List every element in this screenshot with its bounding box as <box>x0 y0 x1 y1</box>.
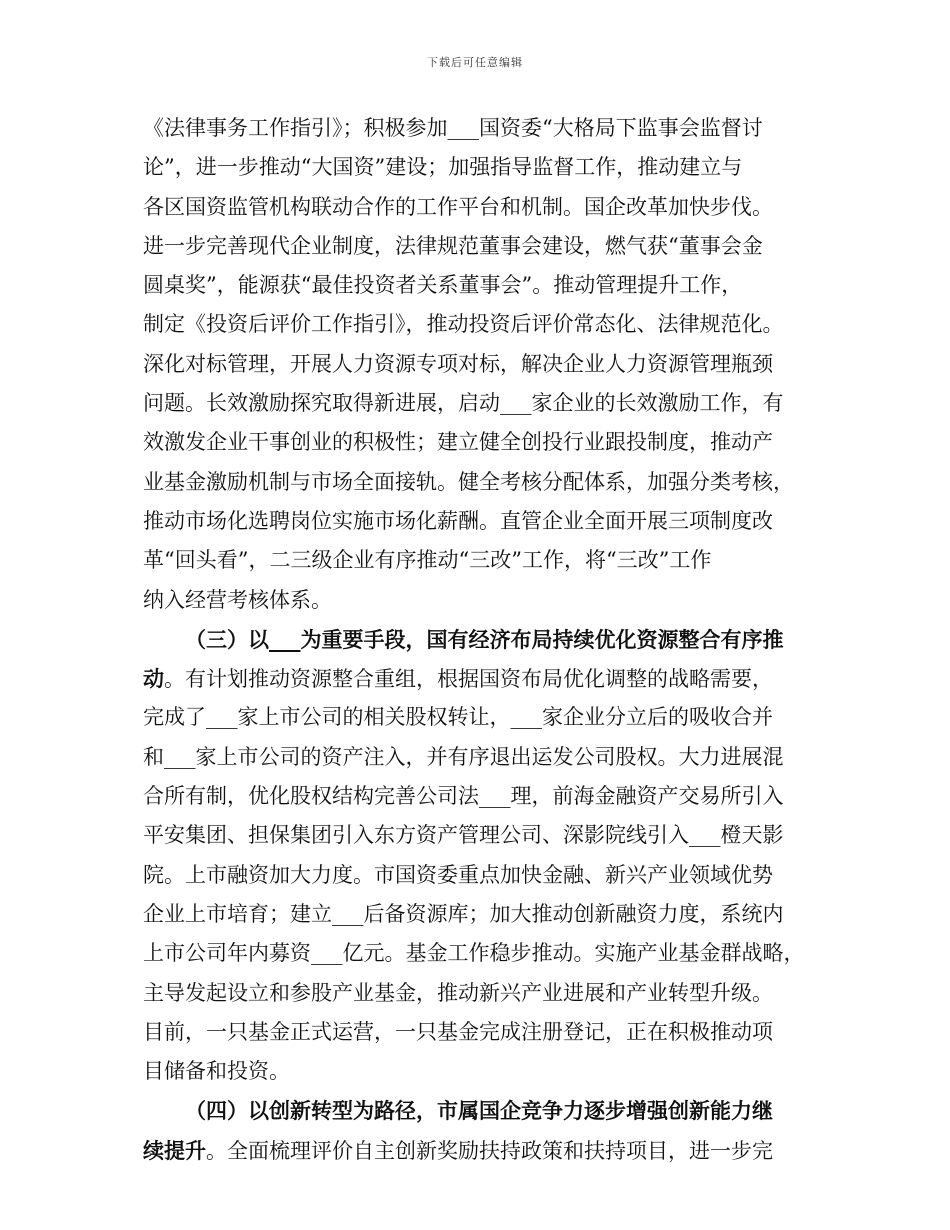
text-line <box>143 856 823 895</box>
text-line <box>143 659 823 698</box>
paragraph-text: 论”，进一步推动“大国资”建设；加强指导监督工作，推动建立与 <box>143 155 743 180</box>
paragraph-text: 主导发起设立和参股产业基金，推动新兴产业进展和产业转型升级。 <box>143 980 773 1005</box>
paragraph-text: 进一步完善现代企业制度，法律规范董事会建设，燃气获“董事会金 <box>143 233 763 258</box>
text-line <box>143 698 823 737</box>
paragraph-text: 。全面梳理评价自主创新奖励扶持政策和扶持项目，进一步完 <box>206 1138 773 1163</box>
text-line <box>143 895 823 934</box>
paragraph-text: 合所有制，优化股权结构完善公司法___理，前海金融资产交易所引入 <box>143 784 784 809</box>
text-line <box>143 974 823 1013</box>
paragraph-text: 《法律事务工作指引》；积极参加___国资委“大格局下监事会监督讨 <box>143 116 763 140</box>
paragraph-text: 。有计划推动资源整合重组，根据国资布局优化调整的战略需要， <box>164 667 773 692</box>
text-line <box>143 345 823 384</box>
paragraph-text: 效激发企业干事创业的积极性；建立健全创投行业跟投制度，推动产 <box>143 430 773 455</box>
paragraph-text: 上市公司年内募资___亿元。基金工作稳步推动。实施产业基金群战略， <box>143 941 805 966</box>
paragraph-text: 深化对标管理，开展人力资源专项对标，解决企业人力资源管理瓶颈 <box>143 351 773 376</box>
paragraph-text: 圆桌奖”，能源获“最佳投资者关系董事会”。推动管理提升工作， <box>143 273 743 298</box>
text-line <box>143 266 823 305</box>
section-heading: 续提升 <box>143 1137 206 1163</box>
paragraph-text: 企业上市培育；建立___后备资源库；加大推动创新融资力度，系统内 <box>143 901 784 926</box>
text-line <box>143 541 823 580</box>
text-line <box>143 738 823 777</box>
text-line <box>143 423 823 462</box>
paragraph-text: 推动市场化选聘岗位实施市场化薪酬。直管企业全面开展三项制度改 <box>143 508 773 533</box>
text-line <box>143 1091 823 1130</box>
text-line <box>143 463 823 502</box>
paragraph-text: 院。上市融资加大力度。市国资委重点加快金融、新兴产业领域优势 <box>143 862 773 887</box>
text-line <box>143 109 823 148</box>
text-line <box>143 1131 823 1170</box>
section-heading: （四）以创新转型为路径，市属国企竞争力逐步增强创新能力继 <box>185 1098 773 1124</box>
paragraph-text: 制定《投资后评价工作指引》，推动投资后评价常态化、法律规范化。 <box>143 312 784 337</box>
paragraph-text: 革“回头看”，二三级企业有序推动“三改”工作，将“三改”工作 <box>143 548 712 573</box>
paragraph-text: 完成了___家上市公司的相关股权转让，___家企业分立后的吸收合并 <box>143 705 773 730</box>
paragraph-text: 平安集团、担保集团引入东方资产管理公司、深影院线引入___橙天影 <box>143 823 784 848</box>
page-header: 下载后可任意编辑 <box>427 56 523 69</box>
text-line <box>143 1052 823 1091</box>
paragraph-text: 纳入经营考核体系。 <box>143 587 332 612</box>
text-line <box>143 620 823 659</box>
text-line <box>143 227 823 266</box>
paragraph-text: 目前，一只基金正式运营，一只基金完成注册登记，正在积极推动项 <box>143 1019 773 1044</box>
text-line <box>143 1013 823 1052</box>
text-line <box>143 934 823 973</box>
paragraph-text: 目储备和投资。 <box>143 1059 290 1084</box>
document-body <box>143 109 823 1170</box>
text-line <box>143 148 823 187</box>
text-line <box>143 777 823 816</box>
text-line <box>143 188 823 227</box>
text-line <box>143 305 823 344</box>
section-heading: （三）以___为重要手段，国有经济布局持续优化资源整合有序推 <box>185 626 784 652</box>
paragraph-text: 各区国资监管机构联动合作的工作平台和机制。国企改革加快步伐。 <box>143 194 773 219</box>
text-line <box>143 581 823 620</box>
section-heading: 动 <box>143 666 164 692</box>
text-line <box>143 384 823 423</box>
paragraph-text: 和___家上市公司的资产注入，并有序退出运发公司股权。大力进展混 <box>143 744 784 769</box>
text-line <box>143 502 823 541</box>
paragraph-text: 业基金激励机制与市场全面接轨。健全考核分配体系，加强分类考核， <box>143 469 794 494</box>
text-line <box>143 816 823 855</box>
paragraph-text: 问题。长效激励探究取得新进展，启动___家企业的长效激励工作，有 <box>143 391 784 416</box>
